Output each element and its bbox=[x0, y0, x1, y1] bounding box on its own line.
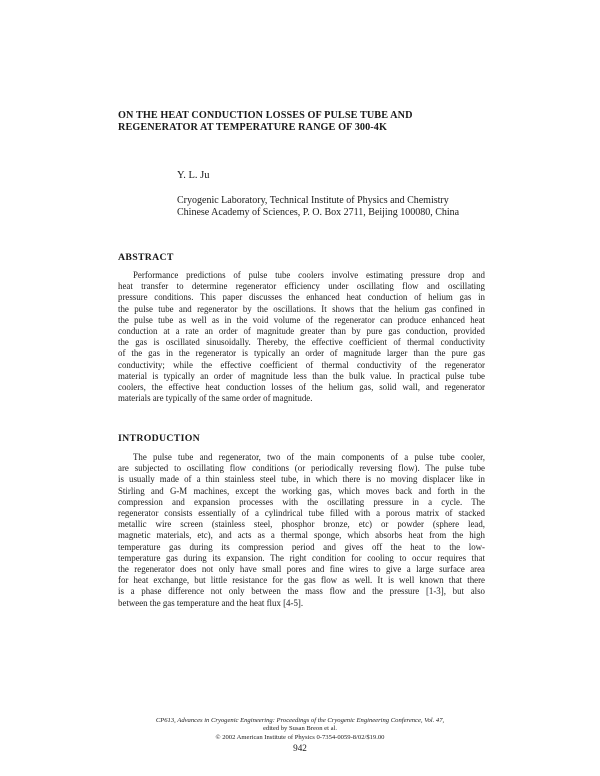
abstract-line: heat transfer to determine regenerator efficiency under oscillating flow and oscillating bbox=[118, 281, 485, 292]
intro-line: for heat exchange, but little resistance for the gas flow as well. It is well known that there bbox=[118, 575, 485, 586]
author-name: Y. L. Ju bbox=[177, 170, 210, 181]
abstract-line: materials are typically of the same order of magnitude. bbox=[118, 393, 313, 404]
abstract-line: of the gas in the regenerator is typically an order of magnitude larger than the pure gas bbox=[118, 348, 485, 359]
page-footer bbox=[0, 717, 600, 742]
intro-line: are subjected to oscillating flow conditions (or periodically reversing flow). The pulse tube bbox=[118, 463, 485, 474]
footer-copyright: © 2002 American Institute of Physics 0-7354-0059-8/02/$19.00 bbox=[215, 733, 385, 741]
abstract-line: pressure conditions. This paper discusses the enhanced heat conduction of helium gas in bbox=[118, 292, 485, 303]
intro-line: The pulse tube and regenerator, two of the main components of a pulse tube cooler, bbox=[133, 452, 485, 462]
abstract-line: the gas is oscillated sinusoidally. Thereby, the effective coefficient of thermal conductivity bbox=[118, 337, 485, 348]
intro-line: regenerator consists essentially of a cylindrical tube filled with a porous matrix of stacked bbox=[118, 508, 485, 519]
intro-line: compression and expansion processes with the oscillating pressure in a cycle. The bbox=[118, 496, 485, 507]
intro-line: temperature gas during its compression period and gives off the heat to the low- bbox=[118, 541, 485, 552]
intro-line: magnetic materials, etc), and acts as a thermal sponge, which absorbs heat from the high bbox=[118, 530, 485, 541]
abstract-heading: ABSTRACT bbox=[118, 252, 174, 263]
abstract-line: Performance predictions of pulse tube coolers involve estimating pressure drop and bbox=[133, 270, 485, 280]
footer-editor: edited by Susan Breon et al. bbox=[263, 725, 337, 733]
abstract-line: the pulse tube as well as in the void volume of the regenerator can produce enhanced heat bbox=[118, 314, 485, 325]
intro-line: is usually made of a thin stainless steel tube, in which there is no moving displacer like in bbox=[118, 474, 485, 485]
intro-line: between the gas temperature and the heat flux [4-5]. bbox=[118, 597, 304, 608]
abstract-line: the pulse tube and regenerator by the oscillations. It shows that the helium gas confined in bbox=[118, 303, 485, 314]
intro-line: temperature gas during its expansion. The right condition for cooling to occur requires that bbox=[118, 552, 485, 563]
introduction-heading: INTRODUCTION bbox=[118, 433, 200, 444]
intro-line: is a phase difference not only between the mass flow and the pressure [1-3], but also bbox=[118, 586, 485, 597]
intro-line: Stirling and G-M machines, except the working gas, which moves back and forth in the bbox=[118, 485, 485, 496]
page-number: 942 bbox=[293, 743, 307, 753]
intro-line: the regenerator does not only have small pores and fine wires to give a large surface area bbox=[118, 564, 485, 575]
intro-line: metallic wire screen (stainless steel, phosphor bronze, etc) or powder (sphere lead, bbox=[118, 519, 485, 530]
affiliation bbox=[177, 195, 507, 219]
abstract-line: conduction at a rate an order of magnitude greater than by pure gas conduction, provided bbox=[118, 326, 485, 337]
affiliation-line-1: Cryogenic Laboratory, Technical Institute of Physics and Chemistry bbox=[177, 195, 449, 206]
introduction-body bbox=[118, 452, 485, 609]
title-line-2: REGENERATOR AT TEMPERATURE RANGE OF 300-4K bbox=[118, 122, 388, 133]
title-line-1: ON THE HEAT CONDUCTION LOSSES OF PULSE TUBE AND bbox=[118, 110, 413, 121]
abstract-line: conductivity; while the effective coefficient of thermal conductivity of the regenerator bbox=[118, 359, 485, 370]
abstract-line: material is typically an order of magnitude less than the bulk value. In practical pulse tube bbox=[118, 370, 485, 381]
footer-proceedings: CP613, Advances in Cryogenic Engineering: Proceedings of the Cryogenic Engineering Conference, Vol. 47, bbox=[155, 717, 445, 724]
abstract-line: coolers, the effective heat conduction losses of the helium gas, solid wall, and regenerator bbox=[118, 382, 485, 393]
affiliation-line-2: Chinese Academy of Sciences, P. O. Box 2711, Beijing 100080, China bbox=[177, 207, 460, 218]
abstract-body bbox=[118, 270, 485, 404]
paper-title bbox=[118, 110, 498, 134]
